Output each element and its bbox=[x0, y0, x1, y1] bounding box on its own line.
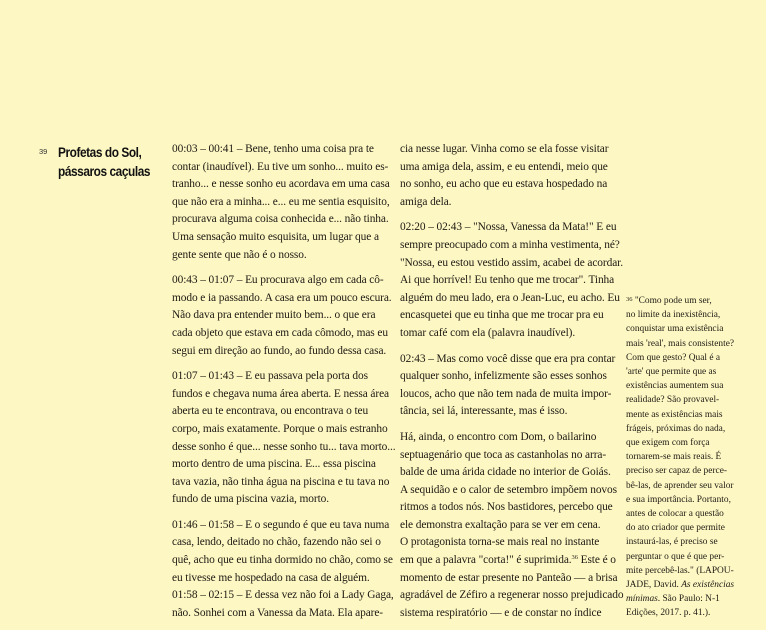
text-line: Não dava pra entender muito bem... o que era bbox=[172, 309, 376, 322]
text-line: uma amiga dela, assim, e eu entendi, meio que bbox=[400, 160, 608, 173]
footnote-line: conquistar uma existência bbox=[626, 324, 724, 335]
text-line: O protagonista torna-se mais real no instante bbox=[400, 536, 600, 549]
text-line: corpo, mais exatamente. Porque o mais estranho bbox=[172, 422, 388, 435]
footnote-line: antes de colocar a questão bbox=[626, 509, 724, 520]
text-line: 02:20 – 02:43 – "Nossa, Vanessa da Mata!" E eu bbox=[400, 221, 617, 234]
text-line: cia nesse lugar. Vinha como se ela fosse visitar bbox=[400, 143, 609, 155]
text-line: encasquetei que eu tinha que me trocar pra eu bbox=[400, 309, 604, 322]
footnote-line: $^{36}$ "Como pode um ser, bbox=[626, 296, 712, 306]
text-line: sistema respiratório — e de constar no índice bbox=[400, 606, 602, 619]
footnote-line: instaurá-las, é preciso se bbox=[626, 537, 718, 548]
footnote-reference[interactable]: 36 bbox=[571, 554, 578, 562]
text-line: procurava alguma coisa conhecida e... não tinha. bbox=[172, 213, 389, 226]
text-line: segui em direção ao fundo, ao fundo dessa casa. bbox=[172, 344, 387, 357]
text-line: tomar café com ela (palavra inaudível). bbox=[400, 326, 576, 339]
text-line: loucos, acho que não tem nada de muita impor- bbox=[400, 387, 612, 400]
text-line: septuagenário que toca as castanholas no arra- bbox=[400, 448, 607, 461]
text-line: cada objeto que estava em cada cômodo, mas eu bbox=[172, 326, 388, 339]
text-line: modo e ia passando. A casa era um pouco escura. bbox=[172, 291, 392, 304]
page-number: 39 bbox=[39, 147, 48, 156]
footnote-number: 36 bbox=[626, 296, 633, 303]
footnote-line: existências aumentem sua bbox=[626, 381, 724, 392]
paragraph bbox=[172, 368, 396, 509]
footnote-citation-line: Edições, 2017. p. 41.). bbox=[626, 608, 711, 619]
text-line: aberta eu te encontrava, ou encontrava o teu bbox=[172, 405, 369, 418]
text-line: sempre preocupado com a minha vestimenta, né? bbox=[400, 238, 620, 251]
text-line: casa, lendo, deitado no chão, fazendo não sei o bbox=[172, 536, 381, 549]
paragraph bbox=[400, 141, 612, 211]
text-line: gente sente que não é o nosso. bbox=[172, 248, 307, 261]
text-line: 00:03 – 00:41 – Bene, tenho uma coisa pra te bbox=[172, 143, 374, 155]
chapter-heading bbox=[58, 143, 155, 181]
text-line: ritmos a todos nós. Nos bastidores, percebo que bbox=[400, 501, 613, 514]
text-line: no sonho, eu acho que eu estava hospedado na bbox=[400, 178, 608, 191]
text-line: contar (inaudível). Eu tive um sonho... muito es- bbox=[172, 160, 389, 173]
footnote-line: que exigem com força bbox=[626, 438, 710, 449]
text-line: tava vazia, não tinha água na piscina e tu tava no bbox=[172, 475, 390, 488]
text-line: 01:58 – 02:15 – E dessa vez não foi a Lady Gaga, bbox=[172, 589, 394, 602]
footnote-line: realidade? São provavel- bbox=[626, 395, 720, 406]
text-line: qualquer sonho, infelizmente são esses sonhos bbox=[400, 370, 607, 383]
text-line: 01:07 – 01:43 – E eu passava pela porta dos bbox=[172, 370, 368, 383]
footnote-line: mais 'real', mais consistente? bbox=[626, 338, 735, 349]
text-line: balde de uma árida cidade no interior de Goiás. bbox=[400, 466, 611, 479]
footnote-line: tornarem-se mais reais. É bbox=[626, 452, 722, 463]
footnote-line: do ato criador que permite bbox=[626, 523, 725, 534]
footnote-citation-line: mínimas. São Paulo: N-1 bbox=[626, 594, 720, 605]
text-line: Uma sensação muito esquisita, um lugar que a bbox=[172, 230, 379, 243]
footnote-line: mite percebê-las." (LAPOU- bbox=[626, 565, 734, 576]
footnote-line: e sua importância. Portanto, bbox=[626, 494, 731, 505]
text-line: Ai que horrível! Eu tenho que me trocar". Tinha bbox=[400, 274, 615, 287]
footnote-line: preciso ser capaz de perce- bbox=[626, 466, 727, 477]
paragraph bbox=[400, 429, 617, 552]
footnote-line: no limite da inexistência, bbox=[626, 310, 721, 321]
paragraph bbox=[400, 351, 616, 421]
text-column-2 bbox=[400, 141, 624, 622]
text-column-1 bbox=[172, 141, 396, 630]
footnote-line: mente as existências mais bbox=[626, 409, 723, 420]
book-title: As existências bbox=[681, 580, 735, 591]
text-line: tância, sei lá, interessante, mas é isso. bbox=[400, 405, 568, 418]
footnote-line: Com que gesto? Qual é a bbox=[626, 352, 720, 363]
text-line: "Nossa, eu estou vestido assim, acabei de acordar. bbox=[400, 256, 623, 269]
text-line: amiga dela. bbox=[400, 195, 452, 208]
text-line: fundos e chegava numa área aberta. E nessa área bbox=[172, 387, 389, 400]
text-line: fundo de uma piscina vazia, morto. bbox=[172, 493, 329, 506]
text-line: momento de estar presente no Panteão — a brisa bbox=[400, 571, 618, 584]
paragraph bbox=[172, 517, 394, 623]
text-line: desse sonho é que... nesse sonho tu... tava morto... bbox=[172, 440, 396, 453]
paragraph bbox=[172, 141, 390, 264]
text-line: Há, ainda, o encontro com Dom, o bailarino bbox=[400, 430, 597, 443]
text-line: eu tivesse me hospedado na casa de alguém. bbox=[172, 571, 370, 584]
footnote-citation-line: JADE, David. As existências bbox=[626, 580, 735, 591]
text-line: 00:43 – 01:07 – Eu procurava algo em cada cô- bbox=[172, 274, 384, 287]
text-line: ele demonstra exaltação para se ver em cena. bbox=[400, 518, 601, 531]
heading-line: pássaros caçulas bbox=[58, 164, 151, 179]
paragraph-continuation bbox=[400, 552, 624, 622]
text-line: 02:43 – Mas como você disse que era pra contar bbox=[400, 352, 616, 365]
footnote-line: frágeis, próximas do nada, bbox=[626, 423, 726, 434]
side-footnote bbox=[626, 293, 766, 621]
text-line: agradável de Zéfiro a regenerar nosso prejudicado bbox=[400, 589, 624, 602]
text-line: A sequidão e o calor de setembro impõem novos bbox=[400, 483, 617, 496]
footnote-line: bê-las, de aprender seu valor bbox=[626, 480, 734, 491]
text-line: em que a palavra "corta!" é suprimida.$^{36}$ Este é o bbox=[400, 554, 616, 567]
heading-line: Profetas do Sol, bbox=[58, 145, 142, 160]
text-line: 01:46 – 01:58 – E o segundo é que eu tava numa bbox=[172, 518, 390, 531]
paragraph bbox=[400, 219, 623, 342]
footnote-line: 'arte' que permite que as bbox=[626, 367, 717, 378]
text-line: não. Sonhei com a Vanessa da Mata. Ela apare- bbox=[172, 606, 383, 619]
text-line: tranho... e nesse sonho eu acordava em uma casa bbox=[172, 178, 390, 191]
paragraph bbox=[172, 272, 392, 360]
text-line: quê, acho que eu tinha dormido no chão, como se bbox=[172, 554, 393, 567]
text-line: morto dentro de uma piscina. E... essa piscina bbox=[172, 458, 376, 471]
footnote-line: perguntar o que é que per- bbox=[626, 551, 725, 562]
book-title: mínimas bbox=[626, 594, 658, 605]
text-line: alguém do meu lado, era o Jean-Luc, eu acho. Eu bbox=[400, 291, 620, 304]
text-line: que não era a minha... e... eu me sentia esquisito, bbox=[172, 195, 390, 208]
